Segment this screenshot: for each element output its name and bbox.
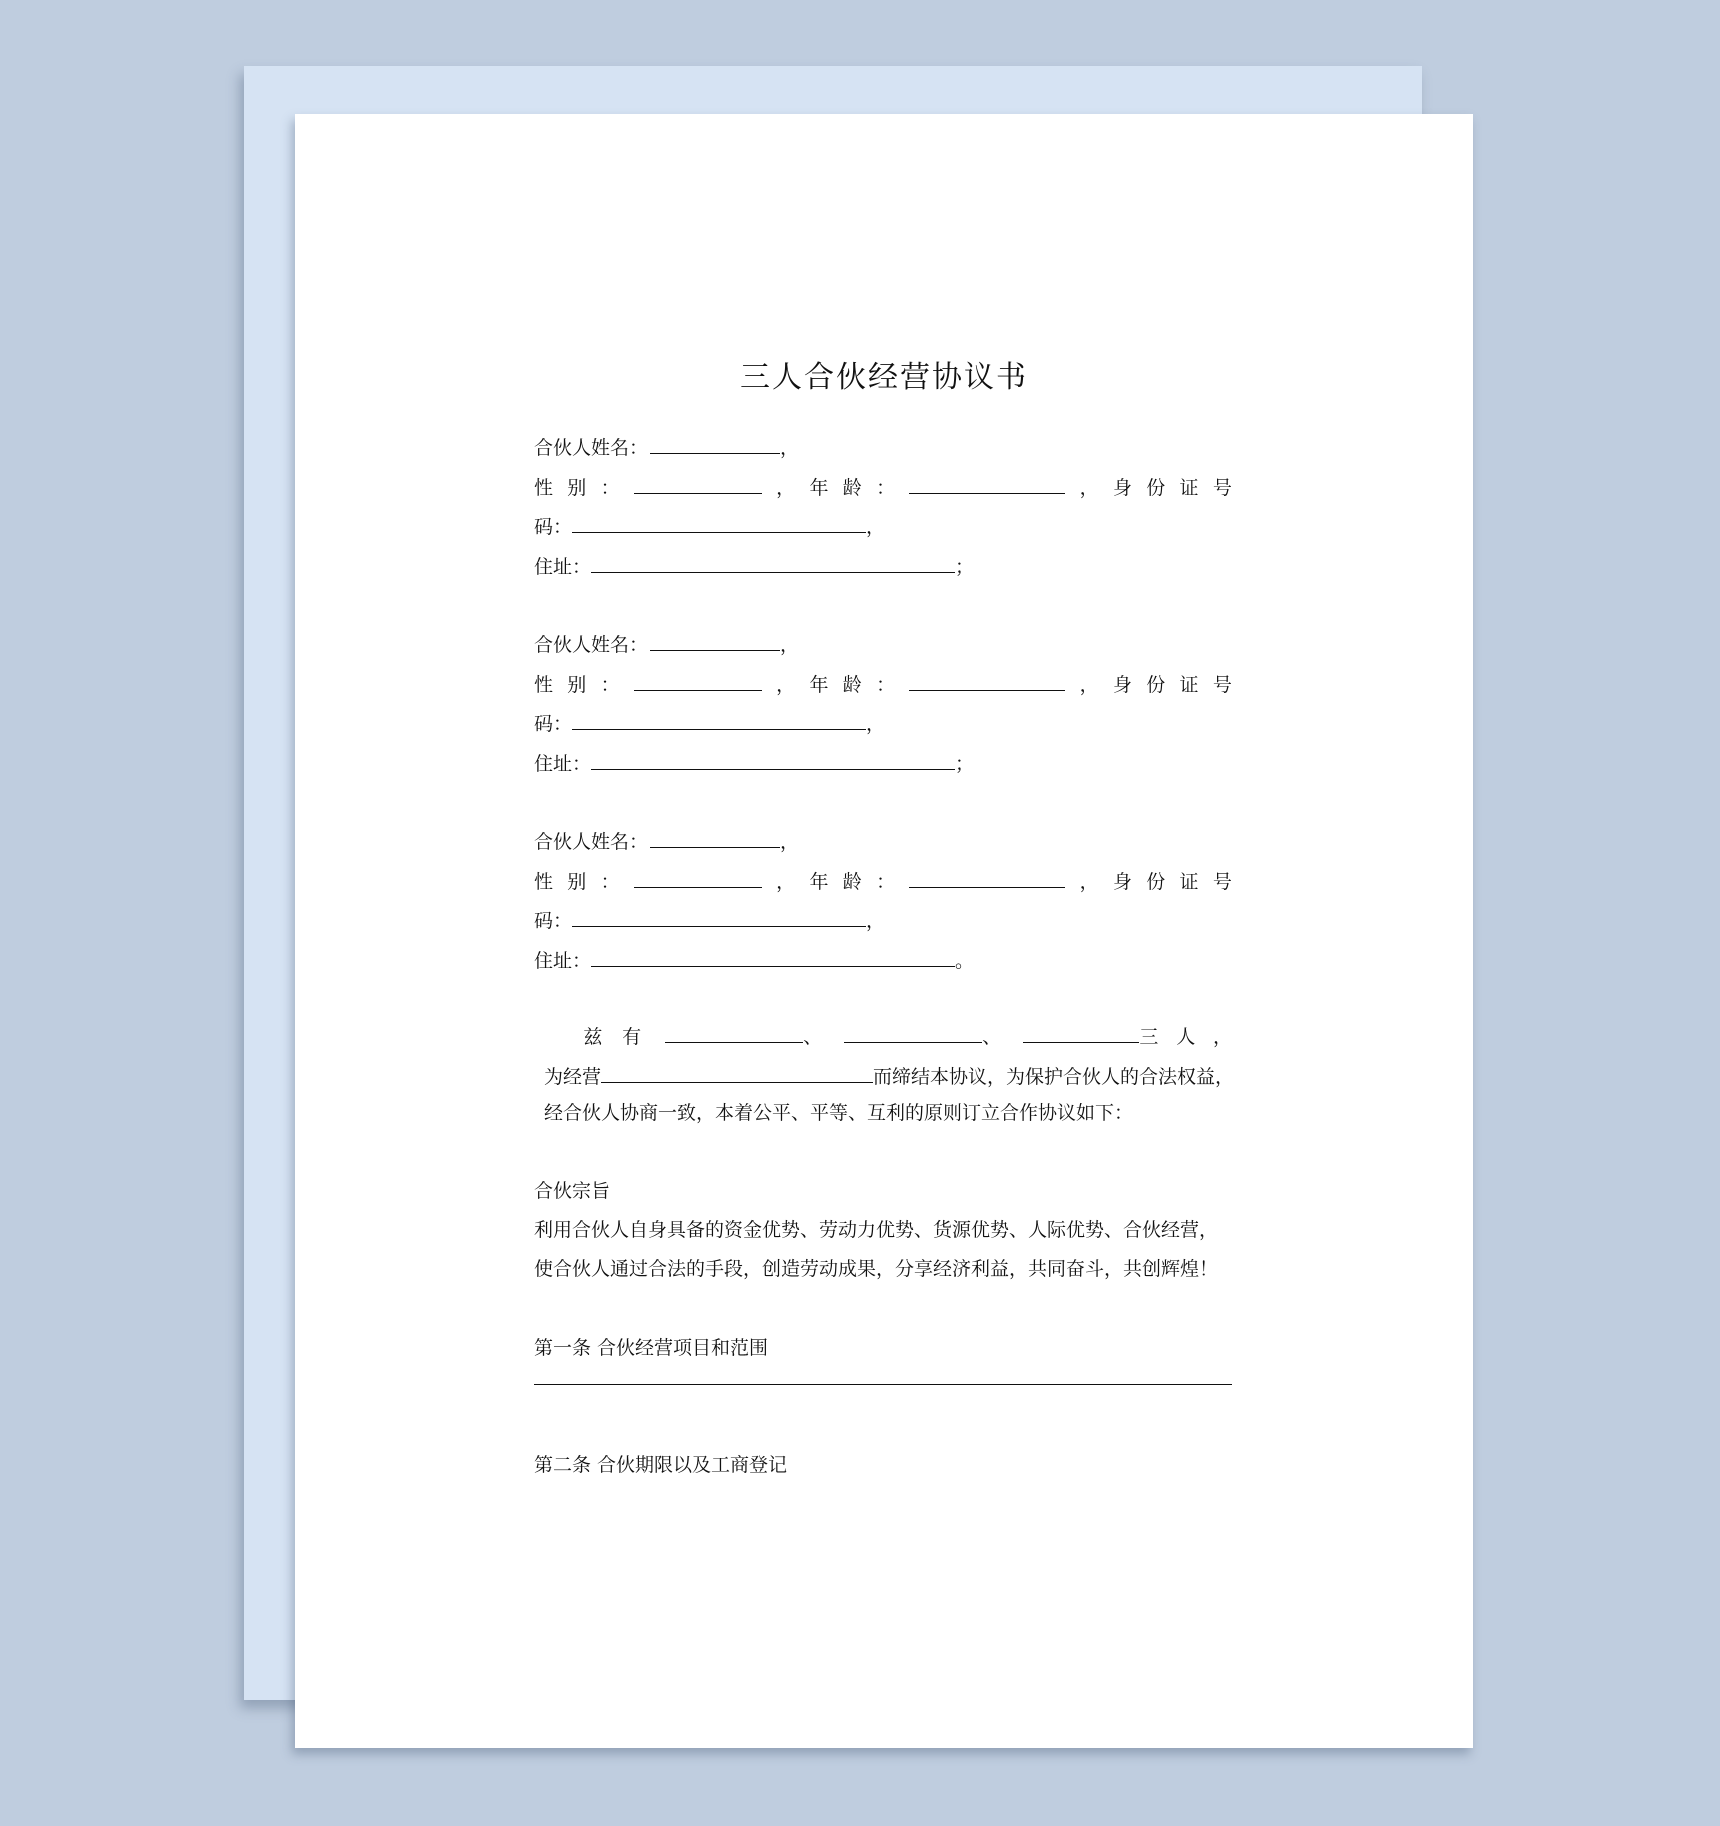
comma: ， — [866, 910, 886, 932]
partner-address-row — [534, 550, 974, 578]
partner-id-row — [534, 510, 885, 538]
id-label-4: 号 — [1212, 476, 1232, 499]
id-label-1: 身 — [1112, 870, 1132, 893]
address-label: 住址： — [534, 752, 592, 775]
gender-label-1: 性 — [534, 673, 554, 696]
gender-label-2: 别 — [567, 870, 587, 893]
age-label-2: 龄 — [842, 870, 862, 893]
intro-line-2 — [544, 1060, 1234, 1088]
id-label-2: 份 — [1146, 870, 1166, 893]
gender-label-3: ： — [600, 476, 620, 499]
partner-address-row — [534, 944, 974, 972]
id-label-4: 号 — [1212, 870, 1232, 893]
comma: ， — [780, 437, 800, 459]
address-label: 住址： — [534, 949, 592, 972]
id-label-3: 证 — [1179, 673, 1199, 696]
id-number-input[interactable] — [572, 707, 866, 730]
age-label-3: ： — [876, 870, 896, 893]
id-label-3: 证 — [1179, 476, 1199, 499]
partner-name-input[interactable] — [650, 825, 780, 848]
id-label-cont: 码： — [534, 713, 573, 735]
gender-input[interactable] — [634, 471, 762, 494]
comma: ， — [866, 713, 886, 735]
business-scope-blank[interactable] — [601, 1060, 873, 1083]
address-input[interactable] — [591, 747, 955, 770]
comma: ， — [1079, 673, 1099, 696]
partner-gender-age-id-row — [534, 668, 1232, 696]
intro-tail-1: 三 — [1139, 1026, 1159, 1048]
id-label-2: 份 — [1146, 673, 1166, 696]
comma: ， — [776, 673, 796, 696]
document-title: 三人合伙经营协议书 — [740, 360, 1028, 395]
partner-gender-age-id-row — [534, 865, 1232, 893]
intro-sep-2: 、 — [982, 1026, 1002, 1048]
intro-line-1 — [534, 1020, 1232, 1048]
id-label-cont: 码： — [534, 910, 573, 932]
article-2-heading: 第二条 合伙期限以及工商登记 — [534, 1454, 788, 1476]
address-end: 。 — [955, 949, 975, 972]
gender-label-2: 别 — [567, 673, 587, 696]
partner-name-row — [534, 825, 799, 853]
intro-lead-2: 有 — [622, 1026, 642, 1048]
address-end: ； — [955, 555, 975, 578]
purpose-heading: 合伙宗旨 — [534, 1180, 611, 1202]
address-end: ； — [955, 752, 975, 775]
comma: ， — [776, 870, 796, 893]
gender-label-3: ： — [600, 870, 620, 893]
age-label-1: 年 — [809, 673, 829, 696]
article-1-blank-line[interactable] — [534, 1384, 1232, 1385]
purpose-line-2: 使合伙人通过合法的手段，创造劳动成果，分享经济利益，共同奋斗，共创辉煌！ — [534, 1258, 1219, 1280]
partner-name-input[interactable] — [650, 628, 780, 651]
comma: ， — [780, 831, 800, 853]
age-label-1: 年 — [809, 870, 829, 893]
intro-line2-prefix: 为经营 — [544, 1066, 602, 1088]
partner-name-blank-2[interactable] — [844, 1020, 982, 1043]
age-input[interactable] — [909, 471, 1065, 494]
partner-id-row — [534, 904, 885, 932]
gender-label-1: 性 — [534, 476, 554, 499]
age-label-2: 龄 — [842, 476, 862, 499]
id-label-3: 证 — [1179, 870, 1199, 893]
id-label-2: 份 — [1146, 476, 1166, 499]
comma: ， — [1079, 870, 1099, 893]
gender-input[interactable] — [634, 865, 762, 888]
partner-name-blank-3[interactable] — [1023, 1020, 1140, 1043]
id-label-1: 身 — [1112, 476, 1132, 499]
intro-sep-1: 、 — [803, 1026, 823, 1048]
comma: ， — [1079, 476, 1099, 499]
id-label-4: 号 — [1212, 673, 1232, 696]
comma: ， — [780, 634, 800, 656]
intro-line2-suffix: 而缔结本协议，为保护合伙人的合法权益， — [873, 1066, 1235, 1088]
id-number-input[interactable] — [572, 904, 866, 927]
partner-name-input[interactable] — [650, 431, 780, 454]
partner-name-label: 合伙人姓名： — [534, 831, 649, 853]
purpose-line-1: 利用合伙人自身具备的资金优势、劳动力优势、货源优势、人际优势、合伙经营， — [534, 1219, 1219, 1241]
gender-label-2: 别 — [567, 476, 587, 499]
id-number-input[interactable] — [572, 510, 866, 533]
intro-tail-3: ， — [1212, 1026, 1232, 1048]
comma: ， — [866, 516, 886, 538]
gender-label-3: ： — [600, 673, 620, 696]
id-label-1: 身 — [1112, 673, 1132, 696]
age-label-1: 年 — [809, 476, 829, 499]
partner-name-row — [534, 431, 799, 459]
id-label-cont: 码： — [534, 516, 573, 538]
gender-label-1: 性 — [534, 870, 554, 893]
intro-line-3: 经合伙人协商一致，本着公平、平等、互利的原则订立合作协议如下： — [544, 1102, 1134, 1124]
article-1-heading: 第一条 合伙经营项目和范围 — [534, 1337, 769, 1359]
age-label-3: ： — [876, 673, 896, 696]
age-input[interactable] — [909, 865, 1065, 888]
age-input[interactable] — [909, 668, 1065, 691]
partner-name-label: 合伙人姓名： — [534, 437, 649, 459]
intro-tail-2: 人 — [1176, 1026, 1196, 1048]
intro-lead-1: 兹 — [583, 1026, 603, 1048]
partner-name-label: 合伙人姓名： — [534, 634, 649, 656]
gender-input[interactable] — [634, 668, 762, 691]
age-label-3: ： — [876, 476, 896, 499]
age-label-2: 龄 — [842, 673, 862, 696]
partner-address-row — [534, 747, 974, 775]
partner-id-row — [534, 707, 885, 735]
comma: ， — [776, 476, 796, 499]
partner-name-blank-1[interactable] — [665, 1020, 803, 1043]
address-label: 住址： — [534, 555, 592, 578]
address-input[interactable] — [591, 944, 955, 967]
address-input[interactable] — [591, 550, 955, 573]
partner-gender-age-id-row — [534, 471, 1232, 499]
partner-name-row — [534, 628, 799, 656]
